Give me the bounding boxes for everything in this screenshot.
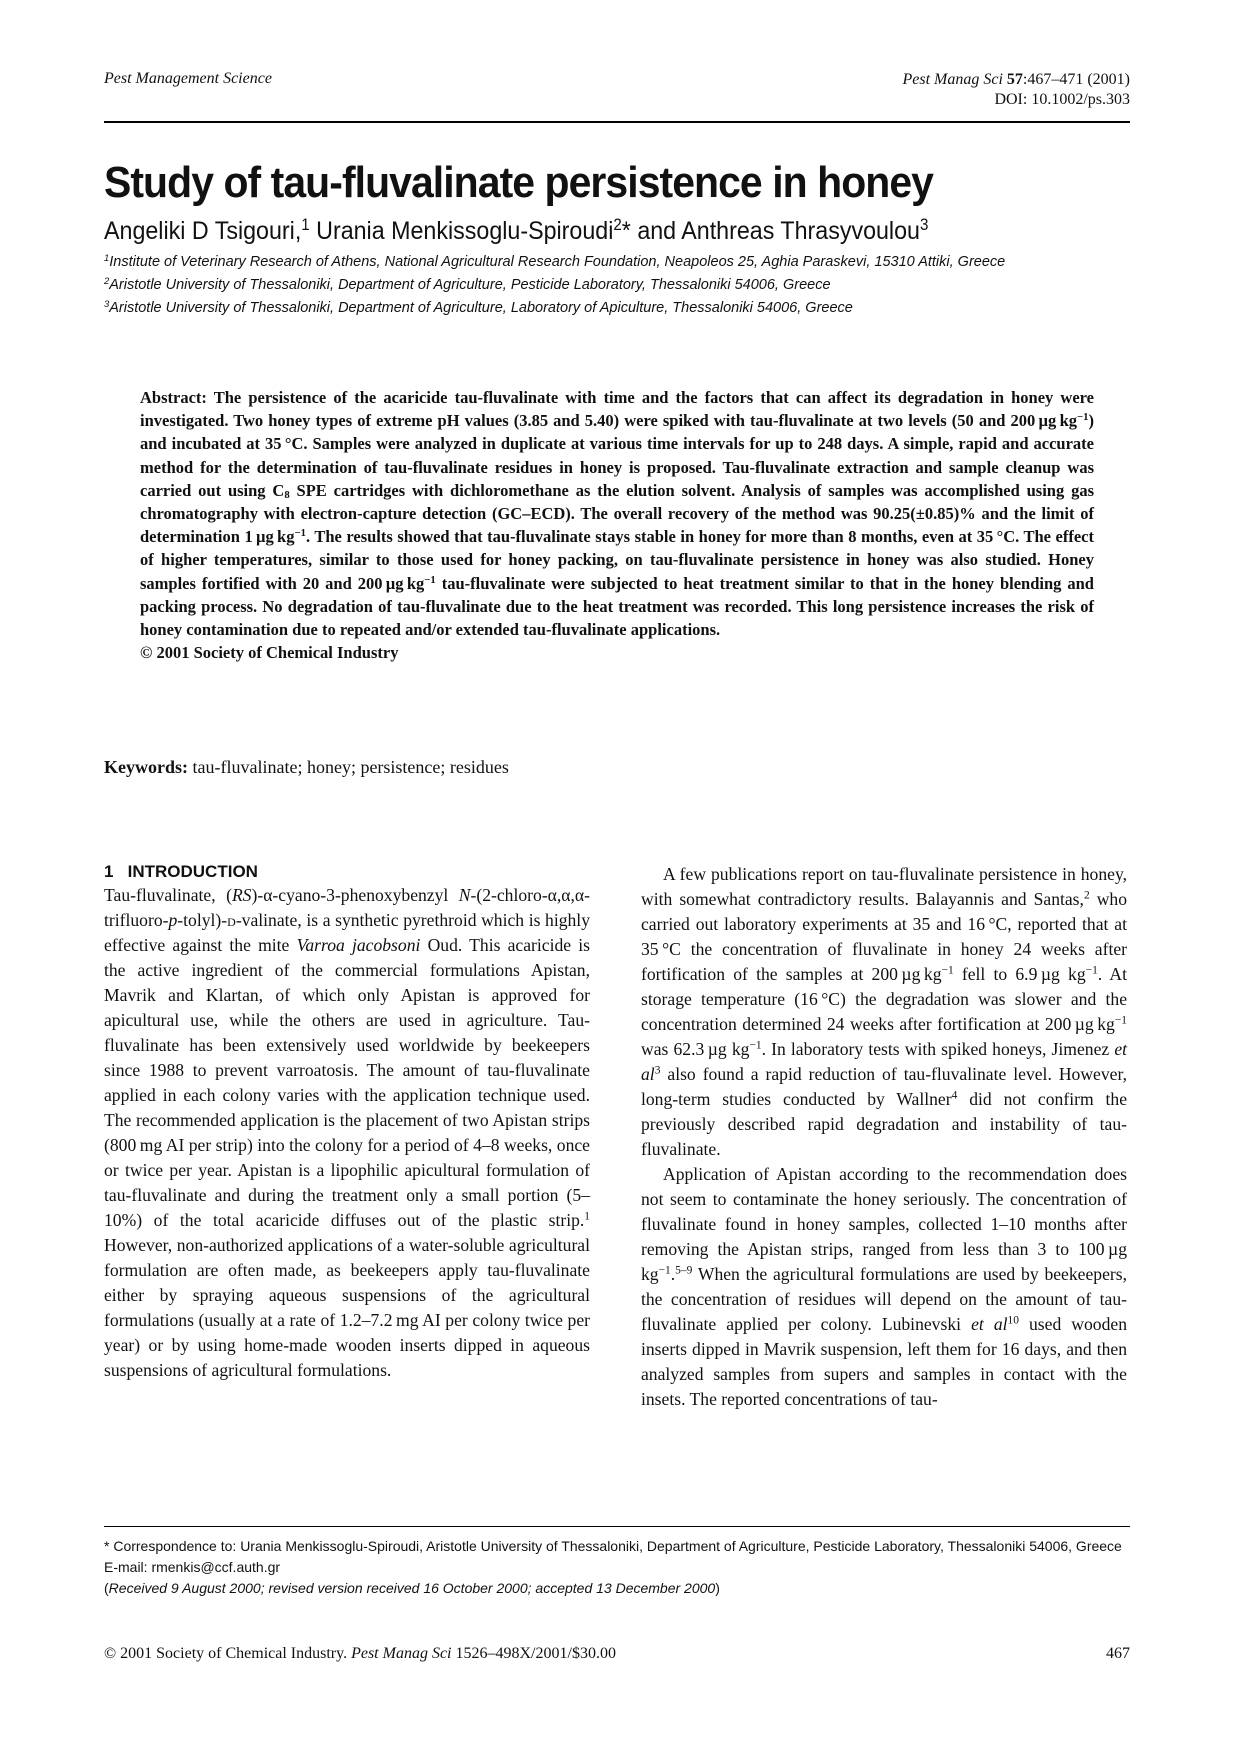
affiliation-text: Aristotle University of Thessaloniki, Department of Agriculture, Pesticide Laboratory, Thessaloniki 54006, Greece: [109, 277, 831, 293]
correspondence-note: * Correspondence to: Urania Menkissoglu-Spiroudi, Aristotle University of Thessaloniki, Department of Agriculture, Pesticide Laboratory, Thessaloniki 54006, Greece: [104, 1538, 1122, 1554]
citation-volume: 57: [1006, 71, 1023, 88]
affiliation-text: Aristotle University of Thessaloniki, Department of Agriculture, Laboratory of Apiculture, Thessaloniki 54006, Greece: [109, 300, 853, 316]
keywords-list: tau-fluvalinate; honey; persistence; residues: [188, 757, 509, 777]
running-header: [104, 70, 1130, 110]
affiliation-number: 2: [104, 274, 110, 286]
page-number: 467: [1106, 1645, 1130, 1662]
author-list: [104, 217, 928, 246]
author-1-affil: 1: [301, 216, 310, 235]
footnotes: [104, 1536, 1130, 1599]
author-2-corresponding: * and: [621, 217, 677, 245]
correspondence-email[interactable]: E-mail: rmenkis@ccf.auth.gr: [104, 1559, 281, 1575]
footer-copyright: © 2001 Society of Chemical Industry.: [104, 1645, 352, 1662]
section-heading-introduction: 1 INTRODUCTION: [104, 862, 258, 881]
footnote-rule: [104, 1526, 1130, 1527]
abstract: [140, 386, 1094, 664]
keywords: [104, 757, 509, 778]
abstract-body: Abstract: The persistence of the acaricide tau-fluvalinate with time and the factors that can affect its degradation in honey were investigated. Two honey types of extreme pH values (3.85 and 5.40) were spiked with tau-fluvalinate at two levels (50 and 200 µg $kg^{-1}$) and incubated at 35 °C. Samples were analyzed in duplicate at various time intervals for up to 248 days. A simple, rapid and accurate method for the determination of tau-fluvalinate residues in honey is proposed. Tau-fluvalinate extraction and sample cleanup was carried out using $C_8$ SPE cartridges with dichloromethane as the elution solvent. Analysis of samples was accomplished using gas chromatography with electron-capture detection (GC–ECD). The overall recovery of the method was 90.25(±0.85)% and the limit of determination 1 µg $kg^{-1}$. The results showed that tau-fluvalinate stays stable in honey for more than 8 months, even at 35 °C. The effect of higher temperatures, similar to those used for honey packing, on tau-fluvalinate persistence in honey was also studied. Honey samples fortified with 20 and 200 µg $kg^{-1}$ tau-fluvalinate were subjected to heat treatment similar to that in the honey blending and packing process. No degradation of tau-fluvalinate due to the heat treatment was recorded. This long persistence increases the risk of honey contamination due to repeated and/or extended tau-fluvalinate applications.: [140, 388, 1095, 640]
body-column-right: [641, 862, 1127, 1412]
affiliation-number: 3: [104, 297, 110, 309]
affiliation-number: 1: [104, 251, 110, 263]
doi[interactable]: DOI: 10.1002/ps.303: [994, 91, 1130, 108]
affiliations: [104, 251, 1134, 320]
journal-name: Pest Management Science: [104, 70, 272, 87]
citation-pages: :467–471 (2001): [1022, 71, 1130, 88]
abstract-copyright: © 2001 Society of Chemical Industry: [140, 643, 399, 663]
citation-journal: Pest Manag Sci: [902, 71, 1003, 88]
keywords-label: Keywords:: [104, 757, 188, 777]
affiliation-3: [104, 297, 1134, 320]
body-column-left: [104, 862, 590, 1383]
paragraph: A few publications report on tau-fluvalinate persistence in honey, with somewhat contradictory results. Balayannis and Santas,$^2$ who carried out laboratory experiments at 35 and 16 °C, reported that at 35 °C the concentration of fluvalinate in honey 24 weeks after fortification of the samples at 200 µg $kg^{-1}$ fell to 6.9 µg $kg^{-1}$. At storage temperature (16 °C) the degradation was slower and the concentration determined 24 weeks after fortification at 200 µg $kg^{-1}$ was 62.3 µg $kg^{-1}$. In laboratory tests with spiked honeys, Jimenez et $al^3$ also found a rapid reduction of tau-fluvalinate level. However, long-term studies conducted by Wallner$^4$ did not confirm the previously described rapid degradation and instability of tau-fluvalinate.: [641, 864, 1128, 1159]
article-title: Study of tau-fluvalinate persistence in honey: [104, 158, 934, 207]
received-dates: (Received 9 August 2000; revised version received 16 October 2000; accepted 13 December 2000): [104, 1580, 720, 1596]
paragraph: Application of Apistan according to the recommendation does not seem to contaminate the honey seriously. The concentration of fluvalinate found in honey samples, collected 1–10 months after removing the Apistan strips, ranged from less than 3 to 100 µg $kg^{-1}.^{5-9}$ When the agricultural formulations are used by beekeepers, the concentration of residues will depend on the amount of tau-fluvalinate applied per colony. Lubinevski et $al^{10}$ used wooden inserts dipped in Mavrik suspension, left them for 16 days, and then analyzed samples from supers and samples in contact with the insets. The reported concentrations of tau-: [641, 1164, 1127, 1409]
citation: [902, 70, 1130, 110]
author-3-affil: 3: [919, 216, 929, 235]
author-2: Urania Menkissoglu-Spiroudi: [309, 217, 614, 245]
affiliation-1: [104, 251, 1134, 274]
paragraph: Tau-fluvalinate, (RS)-α-cyano-3-phenoxybenzyl N-(2-chloro-α,α,α-trifluoro-p-tolyl)-d-valinate, is a synthetic pyrethroid which is highly effective against the mite Varroa jacobsoni Oud. This acaricide is the active ingredient of the commercial formulations Apistan, Mavrik and Klartan, of which only Apistan is approved for apicultural use, while the others are used in agriculture. Tau-fluvalinate has been extensively used worldwide by beekeepers since 1988 to prevent varroatosis. The amount of tau-fluvalinate applied in each colony varies with the application technique used. The recommended application is the placement of two Apistan strips (800 mg AI per strip) into the colony for a period of 4–8 weeks, once or twice per year. Apistan is a lipophilic apicultural formulation of tau-fluvalinate and during the treatment only a small portion (5–10%) of the total acaricide diffuses out of the plastic strip.$^1$ However, non-authorized applications of a water-soluble agricultural formulation are often made, as beekeepers apply tau-fluvalinate either by spraying aqueous suspensions of the agricultural formulations (usually at a rate of 1.2–7.2 mg AI per colony twice per year) or by using home-made wooden inserts dipped in aqueous suspensions of agricultural formulations.: [104, 885, 591, 1380]
affiliation-2: [104, 274, 1134, 297]
received-dates-text: Received 9 August 2000; revised version received 16 October 2000; accepted 13 December 2000: [108, 1580, 716, 1596]
header-rule: [104, 121, 1130, 123]
footer-journal: Pest Manag Sci: [351, 1645, 452, 1662]
affiliation-text: Institute of Veterinary Research of Athens, National Agricultural Research Foundation, Neapoleos 25, Aghia Paraskevi, 15310 Attiki, Greece: [109, 254, 1006, 270]
footer-copyright-line: [104, 1645, 616, 1663]
citation-line: [902, 70, 1130, 90]
author-2-affil: 2: [613, 216, 622, 235]
footer-issn: 1526–498X/2001/$30.00: [451, 1645, 616, 1662]
author-1: Angeliki D Tsigouri,: [104, 217, 302, 245]
author-3: Anthreas Thrasyvoulou: [676, 217, 920, 245]
